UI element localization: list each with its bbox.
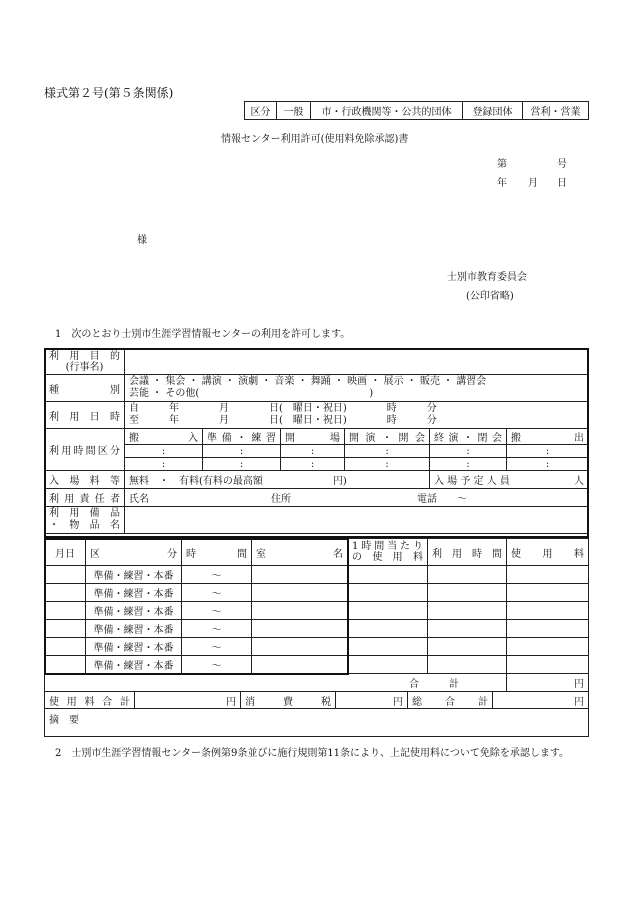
timeslot-cell[interactable]: : [203, 445, 281, 458]
timeslot-cell[interactable]: : [345, 445, 430, 458]
attendance-label: 入 場 予 定 人 員 [434, 476, 510, 487]
manager-field[interactable] [125, 489, 589, 507]
room-cell[interactable] [252, 602, 348, 620]
total-value[interactable]: 円 [507, 674, 589, 692]
date-cell[interactable] [45, 566, 86, 584]
usage-time-cell[interactable] [428, 566, 507, 584]
number-prefix: 第 [497, 159, 507, 170]
attendance-unit: 人 [574, 476, 584, 487]
fee-cell[interactable] [507, 638, 589, 656]
schedule-row [45, 566, 589, 584]
date-year: 年 [497, 178, 507, 189]
category-table [244, 101, 589, 120]
timeslot-header-load-out: 搬 出 [507, 429, 589, 445]
schedule-row [45, 602, 589, 620]
datetime-label: 利 用 日 時 [45, 402, 125, 429]
purpose-label: 利 用 目 的 (行事名) [45, 349, 125, 375]
room-cell[interactable] [252, 656, 348, 674]
timeslot-cell[interactable]: : [345, 458, 430, 471]
time-cell[interactable]: 〜 [182, 584, 252, 602]
date-cell[interactable] [45, 638, 86, 656]
recipient-honorific: 様 [137, 235, 147, 246]
category-cell[interactable]: 準備・練習・本番 [86, 656, 182, 674]
header-date: 月日 [45, 539, 86, 566]
notes-field[interactable] [45, 709, 589, 737]
purpose-field[interactable] [125, 349, 589, 375]
category-cell[interactable]: 準備・練習・本番 [86, 566, 182, 584]
timeslot-cell[interactable]: : [507, 458, 589, 471]
schedule-table [44, 538, 589, 692]
total-label: 合 計 [409, 679, 459, 690]
room-cell[interactable] [252, 584, 348, 602]
fee-cell[interactable] [507, 584, 589, 602]
attendance-field[interactable] [430, 471, 589, 489]
date-cell[interactable] [45, 656, 86, 674]
usage-time-cell[interactable] [428, 656, 507, 674]
timeslot-header-doors: 開 場 [281, 429, 345, 445]
date-cell[interactable] [45, 602, 86, 620]
category-cell[interactable]: 準備・練習・本番 [86, 602, 182, 620]
equipment-field[interactable] [125, 507, 589, 534]
timeslot-cell[interactable]: : [430, 458, 507, 471]
timeslot-header-load-in: 搬 入 [125, 429, 203, 445]
main-table [44, 348, 589, 534]
datetime-field[interactable]: 自 年 月 日( 曜日・祝日) 時 分 至 年 月 日( 曜日・祝日) 時 分 [125, 402, 589, 429]
header-room: 室 名 [252, 539, 348, 566]
hourly-fee-cell[interactable] [348, 656, 428, 674]
total-row [45, 674, 507, 692]
category-option-commercial[interactable]: 営利・営業 [523, 102, 589, 120]
room-cell[interactable] [252, 566, 348, 584]
type-label: 種 別 [45, 375, 125, 402]
timeslot-cell[interactable]: : [430, 445, 507, 458]
manager-address-label: 住所 [271, 494, 291, 505]
timeslot-cell[interactable]: : [507, 445, 589, 458]
category-cell[interactable]: 準備・練習・本番 [86, 584, 182, 602]
date-cell[interactable] [45, 584, 86, 602]
schedule-row [45, 620, 589, 638]
time-cell[interactable]: 〜 [182, 656, 252, 674]
room-cell[interactable] [252, 638, 348, 656]
date-month: 月 [528, 178, 538, 189]
number-suffix: 号 [557, 159, 567, 170]
manager-label: 利 用 責 任 者 [45, 489, 125, 507]
fee-total-value[interactable]: 円 [135, 692, 241, 709]
category-label: 区分 [245, 102, 277, 120]
header-hourly-fee: 1時間当たり の 使 用 料 [348, 539, 428, 566]
notes-label: 摘 要 [49, 715, 79, 726]
timeslot-header-rehearsal: 準備・練習 [203, 429, 281, 445]
tax-value[interactable]: 円 [336, 692, 408, 709]
type-options[interactable]: 会議 ・ 集会 ・ 講演 ・ 演劇 ・ 音楽 ・ 舞踊 ・ 映画 ・ 展示 ・ 販売 ・ 講習会 芸能 ・ その他( ) [125, 375, 589, 402]
timeslot-label: 利用時間区分 [45, 429, 125, 471]
fee-cell[interactable] [507, 602, 589, 620]
header-usage-time: 利 用 時 間 [428, 539, 507, 566]
time-cell[interactable]: 〜 [182, 638, 252, 656]
room-cell[interactable] [252, 620, 348, 638]
hourly-fee-cell[interactable] [348, 602, 428, 620]
statement-2: 2 士別市生涯学習情報センター条例第9条並びに施行規則第11条により、上記使用料について免除を承認します。 [55, 748, 570, 759]
issuer-seal-note: (公印省略) [466, 291, 514, 302]
schedule-row [45, 638, 589, 656]
hourly-fee-cell[interactable] [348, 620, 428, 638]
fee-cell[interactable] [507, 620, 589, 638]
manager-phone-label: 電話 〜 [417, 494, 467, 505]
time-cell[interactable]: 〜 [182, 602, 252, 620]
schedule-row [45, 656, 589, 674]
fee-cell[interactable] [507, 566, 589, 584]
date-day: 日 [557, 178, 567, 189]
timeslot-header-end: 終演・閉会 [430, 429, 507, 445]
usage-time-cell[interactable] [428, 620, 507, 638]
document-title: 情報センター利用許可(使用料免除承認)書 [221, 134, 409, 145]
timeslot-cell[interactable]: : [203, 458, 281, 471]
usage-time-cell[interactable] [428, 584, 507, 602]
timeslot-cell[interactable]: : [281, 458, 345, 471]
usage-time-cell[interactable] [428, 638, 507, 656]
category-option-general[interactable]: 一般 [277, 102, 311, 120]
category-cell[interactable]: 準備・練習・本番 [86, 638, 182, 656]
header-time: 時 間 [182, 539, 252, 566]
fee-field[interactable]: 無料 ・ 有料(有料の最高額 円) [125, 471, 430, 489]
time-cell[interactable]: 〜 [182, 620, 252, 638]
category-option-registered[interactable]: 登録団体 [463, 102, 523, 120]
tax-label: 消 費 税 [241, 692, 336, 709]
equipment-label: 利 用 備 品 ・ 物 品 名 [45, 507, 125, 534]
header-category: 区 分 [86, 539, 182, 566]
hourly-fee-cell[interactable] [348, 638, 428, 656]
grand-total-label: 総 合 計 [408, 692, 493, 709]
grand-total-value[interactable]: 円 [493, 692, 589, 709]
fee-cell[interactable] [507, 656, 589, 674]
issuer-name: 士別市教育委員会 [447, 272, 527, 283]
time-cell[interactable]: 〜 [182, 566, 252, 584]
summary-table [44, 691, 589, 737]
form-id: 様式第２号(第５条関係) [44, 86, 174, 100]
schedule-row [45, 584, 589, 602]
timeslot-cell[interactable]: : [281, 445, 345, 458]
hourly-fee-cell[interactable] [348, 584, 428, 602]
fee-total-label: 使 用 料 合 計 [45, 692, 135, 709]
category-cell[interactable]: 準備・練習・本番 [86, 620, 182, 638]
statement-1: 1 次のとおり士別市生涯学習情報センターの利用を許可します。 [55, 329, 351, 340]
header-fee: 使 用 料 [507, 539, 589, 566]
manager-name-label: 氏名 [129, 494, 149, 505]
fee-label: 入 場 料 等 [45, 471, 125, 489]
timeslot-cell[interactable]: : [125, 445, 203, 458]
timeslot-cell[interactable]: : [125, 458, 203, 471]
hourly-fee-cell[interactable] [348, 566, 428, 584]
usage-time-cell[interactable] [428, 602, 507, 620]
category-option-public[interactable]: 市・行政機関等・公共的団体 [311, 102, 463, 120]
timeslot-header-start: 開演・開会 [345, 429, 430, 445]
date-cell[interactable] [45, 620, 86, 638]
